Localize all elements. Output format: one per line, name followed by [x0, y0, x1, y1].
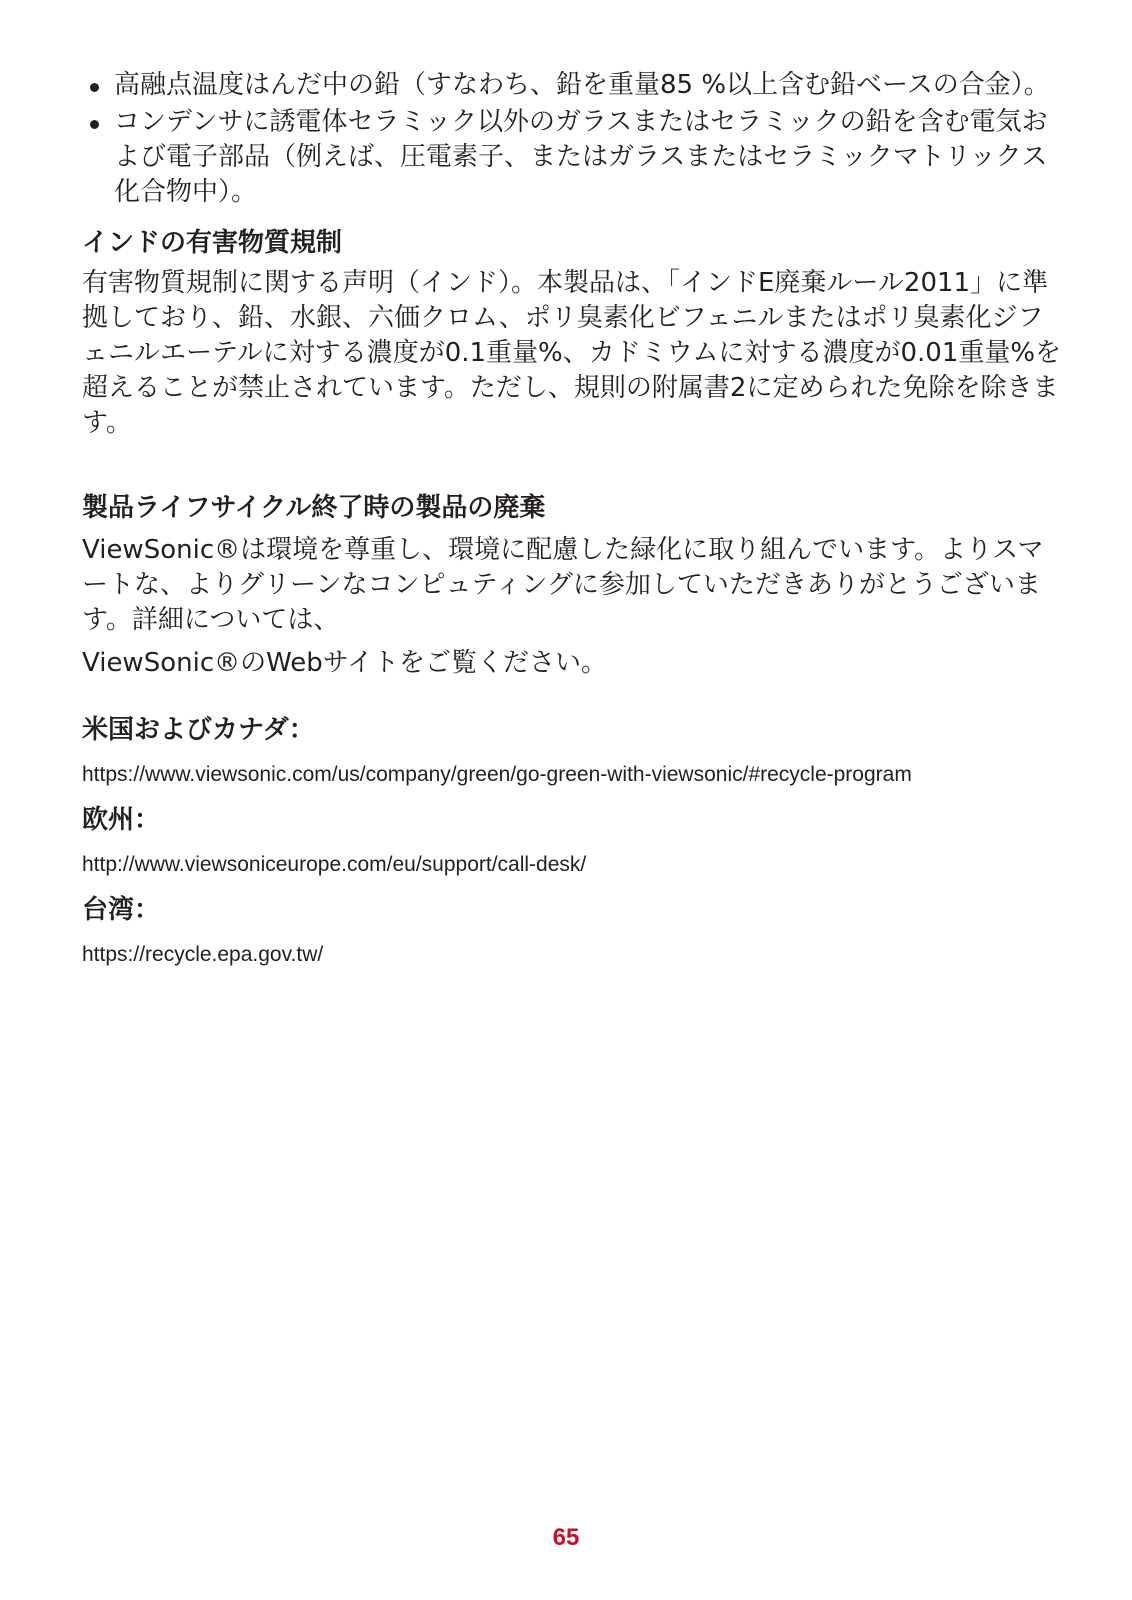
india-rohs-heading: インドの有害物質規制 [82, 228, 343, 258]
bullet-text: コンデンサに誘電体セラミック以外のガラスまたはセラミックの鉛を含む電気および電子部品（例えば、圧電素子、またはガラスまたはセラミックマトリックス化合物中）。 [114, 107, 1048, 207]
region-link-taiwan[interactable]: https://recycle.epa.gov.tw/ [82, 943, 324, 966]
region-link-europe[interactable]: http://www.viewsoniceurope.com/eu/support/call-desk/ [82, 853, 587, 876]
bullet-item-ceramic-components [82, 105, 1062, 210]
bullet-icon [90, 83, 99, 92]
region-link-us-canada[interactable]: https://www.viewsonic.com/us/company/green/go-green-with-viewsonic/#recycle-program [82, 763, 912, 786]
disposal-heading: 製品ライフサイクル終了時の製品の廃棄 [82, 493, 546, 523]
bullet-text: 高融点温度はんだ中の鉛（すなわち、鉛を重量85 %以上含む鉛ベースの合金）。 [114, 70, 1050, 100]
bullet-item-high-melting-solder [82, 68, 1062, 103]
india-rohs-paragraph: 有害物質規制に関する声明（インド）。本製品は、「インドE廃棄ルール2011」に準拠しており、鉛、水銀、六価クロム、ポリ臭素化ビフェニルまたはポリ臭素化ジフェニルエーテルに対する濃度が0.1重量%、カドミウムに対する濃度が0.01重量%を超えることが禁止されています。ただし、規則の附属書2に定められた免除を除きます。 [82, 268, 1062, 438]
disposal-website-line: ViewSonic®のWebサイトをご覧ください。 [82, 648, 607, 678]
disposal-paragraph: ViewSonic®は環境を尊重し、環境に配慮した緑化に取り組んでいます。よりスマートな、よりグリーンなコンピュティングに参加していただきありがとうございます。詳細については、 [82, 535, 1044, 635]
restriction-bullet-list [82, 68, 1062, 210]
region-heading-us-canada: 米国およびカナダ： [82, 715, 315, 745]
document-page [82, 68, 1062, 969]
region-heading-taiwan: 台湾： [82, 895, 161, 925]
bullet-icon [90, 120, 99, 129]
page-number: 65 [552, 1524, 580, 1551]
region-heading-europe: 欧州： [82, 805, 161, 835]
